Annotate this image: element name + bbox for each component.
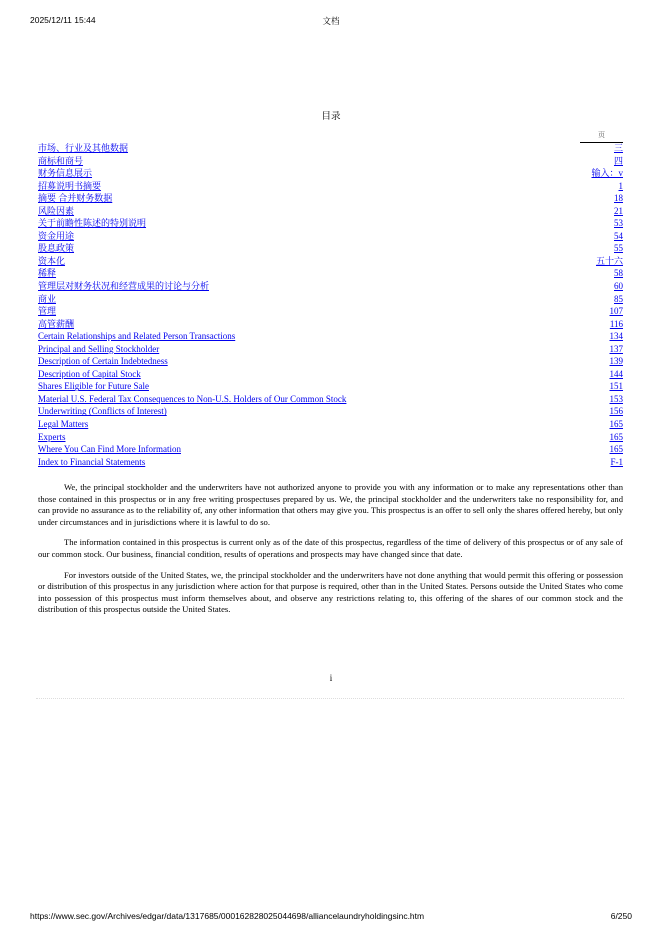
toc-row: [38, 405, 623, 418]
divider: [36, 698, 624, 699]
toc-row: [38, 180, 623, 193]
toc-link[interactable]: 风险因素: [38, 205, 75, 216]
toc-row: [38, 293, 623, 306]
toc-link[interactable]: Description of Certain Indebtedness: [38, 356, 168, 367]
toc-page-link[interactable]: 58: [614, 268, 623, 279]
toc-page-link[interactable]: 21: [614, 205, 623, 216]
toc-row: [38, 456, 623, 469]
toc-link[interactable]: Description of Capital Stock: [38, 368, 141, 379]
toc-row: [38, 192, 623, 205]
toc-link[interactable]: Legal Matters: [38, 419, 89, 430]
toc-page-link[interactable]: 116: [609, 318, 623, 329]
toc-row: [38, 305, 623, 318]
toc-page-link[interactable]: 四: [613, 155, 623, 166]
toc-row: [38, 230, 623, 243]
toc-page-link[interactable]: 18: [614, 193, 623, 204]
paragraph: We, the principal stockholder and the underwriters have not authorized anyone to provide you with any information or to make any representations other than those contained in this prospectus or in any free writing prospectuses prepared by us. We, the principal stockholder and the underwriters take no responsibility for, and can provide no assurance as to the reliability of, any other information that others may give you. This prospectus is an offer to sell only the shares offered hereby, but only under circumstances and in jurisdictions where it is lawful to do so.: [38, 482, 623, 527]
toc-link[interactable]: 商业: [38, 293, 57, 304]
toc-page-link[interactable]: 107: [609, 306, 623, 317]
toc-page-link[interactable]: 55: [614, 243, 623, 254]
toc-page-link[interactable]: 137: [609, 343, 623, 354]
paragraph: For investors outside of the United States, we, the principal stockholder and the underwriters have not done anything that would permit this offering or possession or distribution of this prospectus in any jurisdiction where action for that purpose is required, other than in the United States. Persons outside the United States who come into possession of this prospectus must inform themselves about, and observe any restrictions relating to, this offering of the shares of our common stock and the distribution of this prospectus outside the United States.: [38, 569, 623, 615]
toc-row: [38, 443, 623, 456]
toc-row: [38, 280, 623, 293]
toc-page-link[interactable]: 165: [609, 444, 623, 455]
toc-link[interactable]: Underwriting (Conflicts of Interest): [38, 406, 167, 417]
toc-link[interactable]: Index to Financial Statements: [38, 456, 146, 467]
toc-link[interactable]: 稀释: [38, 268, 57, 279]
toc-page-link[interactable]: 153: [609, 393, 623, 404]
toc-link[interactable]: Principal and Selling Stockholder: [38, 343, 160, 354]
toc-link[interactable]: 商标和商号: [38, 155, 84, 166]
toc-page-link[interactable]: 五十六: [595, 255, 623, 266]
toc-page-link[interactable]: 85: [614, 293, 623, 304]
toc-link[interactable]: Certain Relationships and Related Person Transactions: [38, 331, 236, 342]
toc-page-link[interactable]: 134: [609, 331, 623, 342]
toc-link[interactable]: 市场、行业及其他数据: [38, 143, 129, 153]
toc-page-link[interactable]: 三: [613, 143, 623, 153]
page-column-header: 页: [598, 131, 605, 139]
toc-row: [38, 155, 623, 168]
toc-row: [38, 267, 623, 280]
toc-page-link[interactable]: 54: [614, 230, 623, 241]
toc-row: [38, 205, 623, 218]
toc-link[interactable]: 资本化: [38, 255, 66, 266]
toc-row: [38, 217, 623, 230]
toc-link[interactable]: 关于前瞻性陈述的特别说明: [38, 218, 147, 229]
toc-row: [38, 142, 623, 155]
toc-page-link[interactable]: 165: [609, 419, 623, 430]
toc-title: 目录: [321, 112, 341, 122]
toc-row: [38, 355, 623, 368]
toc-page-link[interactable]: 144: [609, 368, 623, 379]
toc-link[interactable]: 资金用途: [38, 230, 75, 241]
paragraph: The information contained in this prospectus is current only as of the date of this prospectus, regardless of the time of delivery of this prospectus or of any sale of our common stock. Our business, financial condition, results of operations and prospects may have changed since that date.: [38, 537, 623, 559]
page-number: i: [329, 673, 333, 683]
toc-row: [38, 255, 623, 268]
toc-page-link[interactable]: 1: [618, 180, 623, 191]
toc-link[interactable]: 管理层对财务状况和经营成果的讨论与分析: [38, 281, 210, 292]
toc-page-link[interactable]: F-1: [610, 456, 623, 467]
toc-row: [38, 242, 623, 255]
toc-row: [38, 318, 623, 331]
toc-link[interactable]: Shares Eligible for Future Sale: [38, 381, 149, 392]
toc-link[interactable]: 管理: [38, 306, 57, 317]
print-pagination: 6/250: [610, 911, 632, 921]
toc-row: [38, 167, 623, 180]
toc-link[interactable]: Where You Can Find More Information: [38, 444, 181, 455]
toc-link[interactable]: 高管薪酬: [38, 318, 75, 329]
toc-link[interactable]: 摘要 合并财务数据: [38, 193, 113, 204]
toc-link[interactable]: 招募说明书摘要: [38, 180, 102, 191]
print-datetime: 2025/12/11 15:44: [30, 15, 96, 25]
print-url: https://www.sec.gov/Archives/edgar/data/1317685/000162828025044698/alliancelaundryholdingsinc.htm: [30, 911, 425, 921]
toc-page-link[interactable]: 156: [609, 406, 623, 417]
disclaimer-text: [38, 482, 623, 625]
toc-link[interactable]: 财务信息展示: [38, 168, 93, 179]
toc-page-link[interactable]: 151: [609, 381, 623, 392]
toc-row: [38, 431, 623, 444]
toc-row: [38, 393, 623, 406]
toc-row: [38, 368, 623, 381]
toc-page-link[interactable]: 53: [614, 218, 623, 229]
toc-row: [38, 343, 623, 356]
toc-link[interactable]: Material U.S. Federal Tax Consequences to Non-U.S. Holders of Our Common Stock: [38, 393, 347, 404]
table-of-contents: [38, 142, 623, 468]
toc-link[interactable]: Experts: [38, 431, 66, 442]
toc-row: [38, 330, 623, 343]
toc-page-link[interactable]: 139: [609, 356, 623, 367]
toc-row: [38, 380, 623, 393]
toc-row: [38, 418, 623, 431]
print-title: 文档: [322, 16, 340, 26]
toc-page-link[interactable]: 60: [614, 281, 623, 292]
toc-page-link[interactable]: 输入：v: [591, 168, 623, 179]
toc-link[interactable]: 股息政策: [38, 243, 75, 254]
toc-page-link[interactable]: 165: [609, 431, 623, 442]
